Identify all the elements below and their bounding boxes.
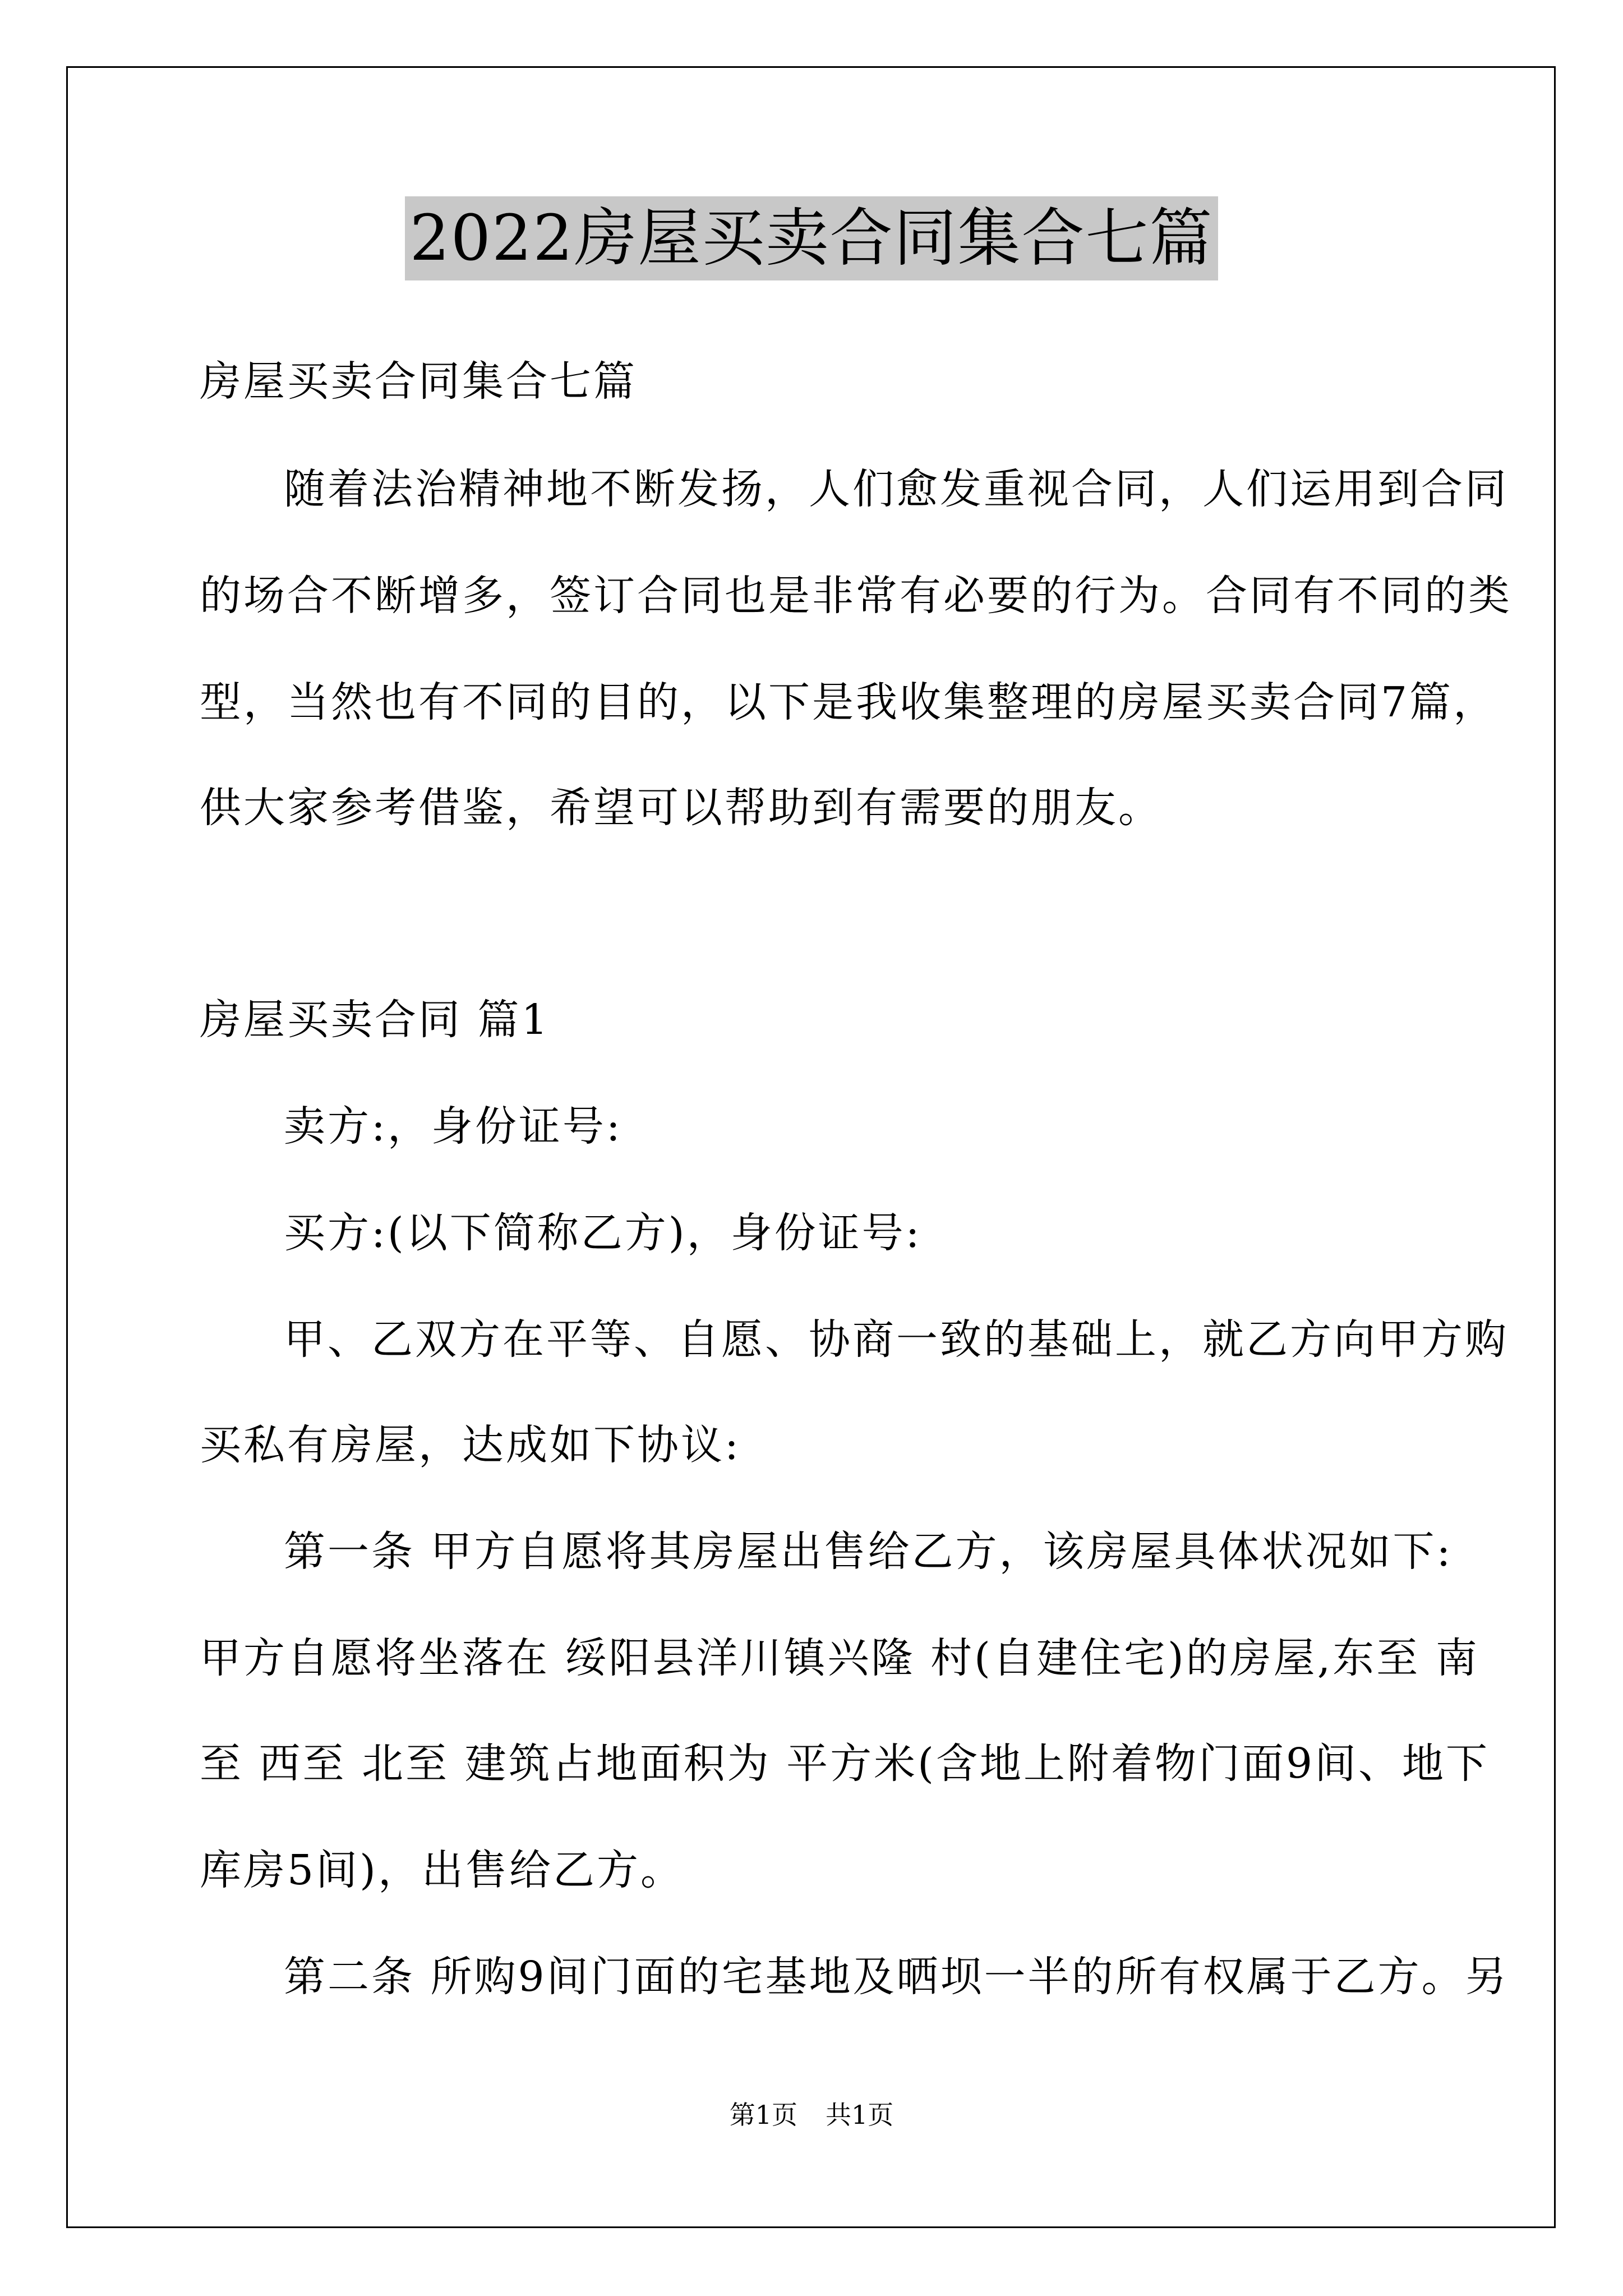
paragraph-line: 买私有房屋，达成如下协议: [200, 1421, 741, 1469]
clause-1-line: 第一条 甲方自愿将其房屋出售给乙方，该房屋具体状况如下: [284, 1527, 1453, 1576]
page-footer [0, 2098, 1623, 2132]
paragraph-line: 的场合不断增多，签订合同也是非常有必要的行为。合同有不同的类 [200, 572, 1512, 620]
paragraph-line: 甲、乙双方在平等、自愿、协商一致的基础上，就乙方向甲方购 [284, 1315, 1509, 1364]
clause-1-line: 甲方自愿将坐落在 绥阳县洋川镇兴隆 村(自建住宅)的房屋,东至 南 [200, 1634, 1479, 1682]
buyer-line: 买方:(以下简称乙方)，身份证号: [284, 1209, 922, 1257]
page-number: 第1页 [729, 2100, 797, 2130]
clause-1-line: 至 西至 北至 建筑占地面积为 平方米(含地上附着物门面9间、地下 [200, 1740, 1490, 1788]
subtitle-line: 房屋买卖合同集合七篇 [200, 357, 637, 406]
section-heading: 房屋买卖合同 篇1 [200, 996, 550, 1044]
paragraph-line: 供大家参考借鉴，希望可以帮助到有需要的朋友。 [200, 784, 1162, 832]
document-title: 2022房屋买卖合同集合七篇 [405, 196, 1218, 280]
title-container [0, 196, 1623, 280]
paragraph-line: 随着法治精神地不断发扬，人们愈发重视合同，人们运用到合同 [284, 465, 1509, 513]
page-total: 共1页 [826, 2100, 894, 2130]
seller-line: 卖方:，身份证号: [284, 1102, 623, 1151]
clause-2-line: 第二条 所购9间门面的宅基地及晒坝一半的所有权属于乙方。另 [284, 1953, 1509, 2001]
clause-1-line: 库房5间)，出售给乙方。 [200, 1846, 684, 1894]
paragraph-line: 型，当然也有不同的目的，以下是我收集整理的房屋买卖合同7篇， [200, 678, 1497, 726]
